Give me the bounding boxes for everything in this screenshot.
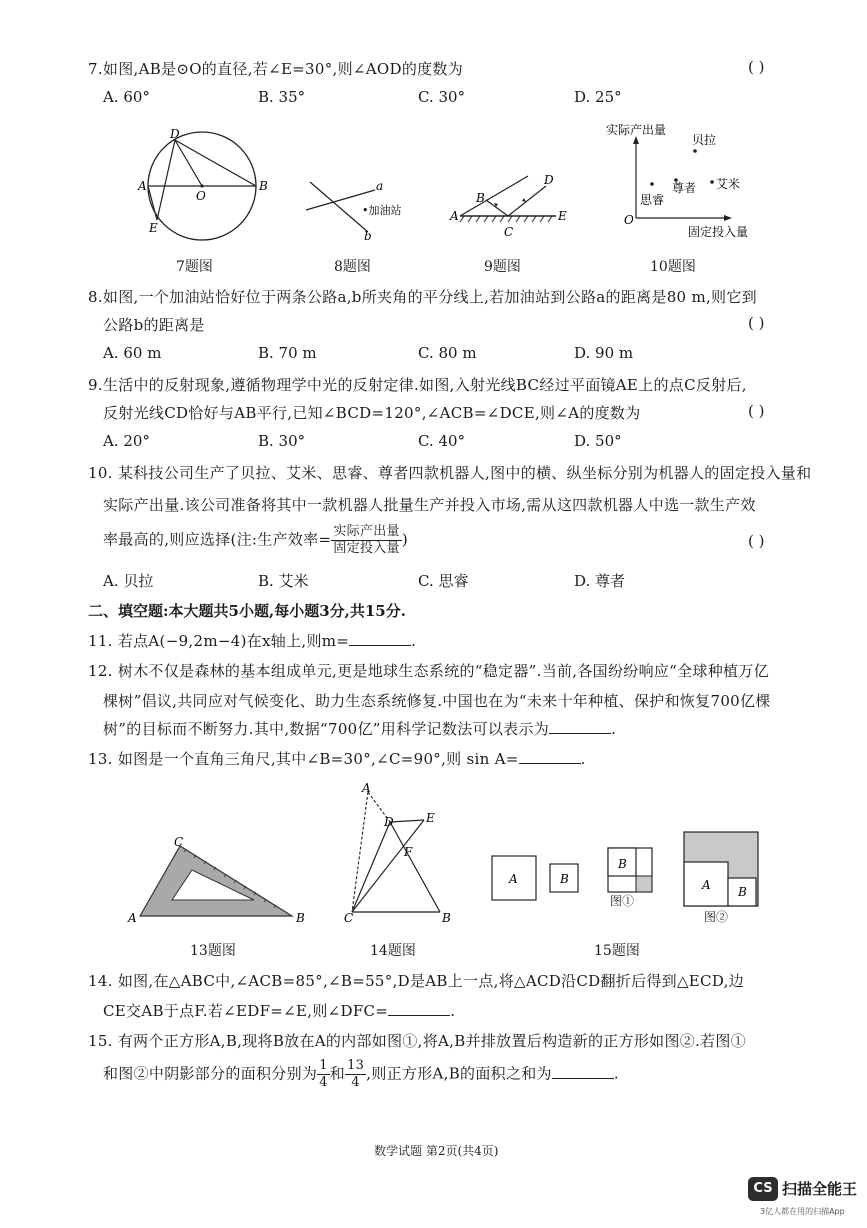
x-axis-label: 固定投入量 xyxy=(688,225,749,239)
q7-option-d: D. 25° xyxy=(574,88,622,106)
label-c: C xyxy=(174,836,184,849)
segment-db xyxy=(390,822,440,912)
label-e: E xyxy=(426,811,435,825)
q12-line1: 12. 树木不仅是森林的基本组成单元,更是地球生态系统的“稳定器”.当前,各国纷纷响应“全球种植万亿 xyxy=(88,662,769,680)
x-axis-arrow xyxy=(724,215,732,221)
q9-option-b: B. 30° xyxy=(258,432,306,450)
square-b-label: B xyxy=(560,872,569,886)
label-c: C xyxy=(504,225,514,239)
square-a-label: A xyxy=(509,872,518,886)
fraction-numerator: 实际产出量 xyxy=(333,524,400,539)
label-c: C xyxy=(344,911,354,925)
fig1-shaded xyxy=(636,876,652,892)
q8-line2: 公路b的距离是 xyxy=(103,316,205,334)
q9-option-d: D. 50° xyxy=(574,432,622,450)
label-d: D xyxy=(170,128,180,141)
fig1-b-label: B xyxy=(618,857,627,871)
triangle-abc xyxy=(140,846,292,916)
q8-answer-paren: ( ) xyxy=(748,314,765,332)
radius-od xyxy=(175,140,202,186)
fig15-label-2: 图② xyxy=(704,910,729,924)
page-footer: 数学试题 第2页(共4页) xyxy=(374,1144,499,1158)
fraction1-denominator: 4 xyxy=(319,1075,328,1090)
label-b: B xyxy=(476,191,485,205)
q8-option-c: C. 80 m xyxy=(418,344,477,362)
efficiency-fraction xyxy=(331,524,402,557)
fraction-denominator: 固定投入量 xyxy=(333,541,400,556)
label-road-a: a xyxy=(376,179,384,193)
camscanner-tagline: 3亿人都在用的扫描App xyxy=(760,1207,845,1216)
q10-option-b: B. 艾米 xyxy=(258,572,309,590)
label-b: B xyxy=(296,911,305,925)
q12-line3 xyxy=(103,718,616,739)
figure-14-fold xyxy=(340,780,470,925)
point-label-sirui: 思睿 xyxy=(640,193,665,207)
label-a: A xyxy=(450,209,459,223)
q14-end: . xyxy=(450,1002,456,1020)
fraction-thirteen-quarters xyxy=(345,1058,366,1091)
point-label-aimi: 艾米 xyxy=(716,177,741,191)
figure-8-roads xyxy=(300,172,430,242)
line-ab xyxy=(460,176,528,216)
fraction-one-quarter xyxy=(317,1058,330,1091)
figure-9-caption: 9题图 xyxy=(484,259,521,275)
q15-line2-pre: 和图②中阴影部分的面积分别为 xyxy=(103,1064,318,1083)
q11-end: . xyxy=(411,632,417,650)
label-e: E xyxy=(149,221,158,235)
q10-line3 xyxy=(103,524,408,557)
label-a: A xyxy=(138,179,147,193)
q14-answer-blank xyxy=(388,1001,450,1016)
label-b: B xyxy=(259,179,268,193)
ray-bc xyxy=(486,200,508,216)
mirror-hatching xyxy=(460,216,552,222)
q9-line1: 9.生活中的反射现象,遵循物理学中光的反射定律.如图,入射光线BC经过平面镜AE上的点C反射后, xyxy=(88,376,747,394)
q15-line2-post: ,则正方形A,B的面积之和为 xyxy=(366,1064,552,1083)
label-o: O xyxy=(196,189,206,203)
center-point xyxy=(200,184,203,187)
q8-option-b: B. 70 m xyxy=(258,344,317,362)
q15-answer-blank xyxy=(552,1064,614,1079)
q14-line2-text: CE交AB于点F.若∠EDF=∠E,则∠DFC= xyxy=(103,1002,389,1020)
q10-line1: 10. 某科技公司生产了贝拉、艾米、思睿、尊者四款机器人,图中的横、纵坐标分别为机器人的固定投入量和 xyxy=(88,464,812,482)
chord-db xyxy=(175,140,256,186)
figure-10-scatter xyxy=(600,118,760,248)
q9-line2: 反射光线CD恰好与AB平行,已知∠BCD=120°,∠ACB=∠DCE,则∠A的度数为 xyxy=(103,404,641,422)
figure-13-set-square xyxy=(124,836,314,926)
q9-option-c: C. 40° xyxy=(418,432,466,450)
y-axis-arrow xyxy=(633,136,639,144)
y-axis-label: 实际产出量 xyxy=(606,123,667,137)
point-bella xyxy=(693,149,697,153)
label-road-b: b xyxy=(364,229,372,242)
ray-cd xyxy=(508,186,546,216)
point-aimi xyxy=(710,180,714,184)
q13-end: . xyxy=(580,750,586,768)
q8-option-d: D. 90 m xyxy=(574,344,634,362)
q12-line3-text: 树”的目标而不断努力.其中,数据“700亿”用科学记数法可以表示为 xyxy=(103,720,550,738)
q7-option-a: A. 60° xyxy=(103,88,150,106)
camscanner-logo-icon: CS xyxy=(748,1177,778,1201)
figure-13-caption: 13题图 xyxy=(190,943,236,959)
figure-15-caption: 15题图 xyxy=(594,943,640,959)
label-a: A xyxy=(128,911,137,925)
fig2-a-label: A xyxy=(702,878,711,892)
q14-line1: 14. 如图,在△ABC中,∠ACB=85°,∠B=55°,D是AB上一点,将△ACD沿CD翻折后得到△ECD,边 xyxy=(88,972,744,990)
q11-answer-blank xyxy=(349,631,411,646)
origin-label: O xyxy=(624,213,634,227)
q7-option-c: C. 30° xyxy=(418,88,466,106)
q12-answer-blank xyxy=(549,719,611,734)
q10-option-d: D. 尊者 xyxy=(574,572,626,590)
fraction1-numerator: 1 xyxy=(319,1058,328,1073)
fig15-label-1: 图① xyxy=(610,894,635,908)
label-f: F xyxy=(404,845,413,859)
figure-8-caption: 8题图 xyxy=(334,259,371,275)
q15-end: . xyxy=(613,1064,619,1083)
figure-9-reflection xyxy=(446,170,576,242)
q13-answer-blank xyxy=(519,749,581,764)
q9-option-a: A. 20° xyxy=(103,432,150,450)
label-e: E xyxy=(558,209,567,223)
section-2-heading: 二、填空题:本大题共5小题,每小题3分,共15分. xyxy=(88,602,406,620)
q10-line3-pre: 率最高的,则应选择(注:生产效率= xyxy=(103,530,332,549)
label-d: D xyxy=(384,815,394,829)
label-a: A xyxy=(362,781,371,795)
q8-option-a: A. 60 m xyxy=(103,344,162,362)
figure-7-circle xyxy=(130,128,275,243)
q9-answer-paren: ( ) xyxy=(748,402,765,420)
q15-line2 xyxy=(103,1058,619,1091)
figure-7-caption: 7题图 xyxy=(176,259,213,275)
q10-option-c: C. 思睿 xyxy=(418,572,469,590)
arrow-cd xyxy=(522,198,526,202)
q7-answer-paren: ( ) xyxy=(748,58,765,76)
fraction2-numerator: 13 xyxy=(347,1058,365,1073)
figure-14-caption: 14题图 xyxy=(370,943,416,959)
q12-line2: 棵树”倡议,共同应对气候变化、助力生态系统修复.中国也在为“未来十年种植、保护和恢复700亿棵 xyxy=(103,692,771,710)
q11 xyxy=(88,630,416,651)
q10-line3-post: ) xyxy=(401,530,409,549)
q10-option-a: A. 贝拉 xyxy=(103,572,154,590)
q10-line2: 实际产出量.该公司准备将其中一款机器人批量生产并投入市场,需从这四款机器人中选一款生产效 xyxy=(103,496,756,514)
q15-and: 和 xyxy=(329,1064,346,1083)
q10-answer-paren: ( ) xyxy=(748,532,765,550)
segment-de xyxy=(390,820,424,822)
q13 xyxy=(88,748,586,769)
camscanner-brand: 扫描全能王 xyxy=(782,1180,858,1198)
point-sirui xyxy=(650,182,654,186)
figure-10-caption: 10题图 xyxy=(650,259,696,275)
q7-stem: 7.如图,AB是⊙O的直径,若∠E=30°,则∠AOD的度数为 xyxy=(88,60,464,78)
point-label-bella: 贝拉 xyxy=(692,133,717,147)
q13-text: 13. 如图是一个直角三角尺,其中∠B=30°,∠C=90°,则 sin A= xyxy=(88,750,519,768)
q15-line1: 15. 有两个正方形A,B,现将B放在A的内部如图①,将A,B并排放置后构造新的正方形如图②.若图① xyxy=(88,1032,747,1050)
q7-option-b: B. 35° xyxy=(258,88,306,106)
q8-line1: 8.如图,一个加油站恰好位于两条公路a,b所夹角的平分线上,若加油站到公路a的距离是80 m,则它到 xyxy=(88,288,757,306)
q11-text: 11. 若点A(−9,2m−4)在x轴上,则m= xyxy=(88,632,350,650)
fraction2-denominator: 4 xyxy=(351,1075,360,1090)
point-label-zunzhe: 尊者 xyxy=(672,181,697,195)
q12-end: . xyxy=(611,720,617,738)
q14-line2 xyxy=(103,1000,455,1021)
label-b: B xyxy=(442,911,451,925)
road-b xyxy=(310,182,368,232)
chord-ae xyxy=(148,186,157,220)
label-gas-station: •加油站 xyxy=(362,204,402,217)
fig2-b-label: B xyxy=(738,885,747,899)
label-d: D xyxy=(544,173,554,187)
